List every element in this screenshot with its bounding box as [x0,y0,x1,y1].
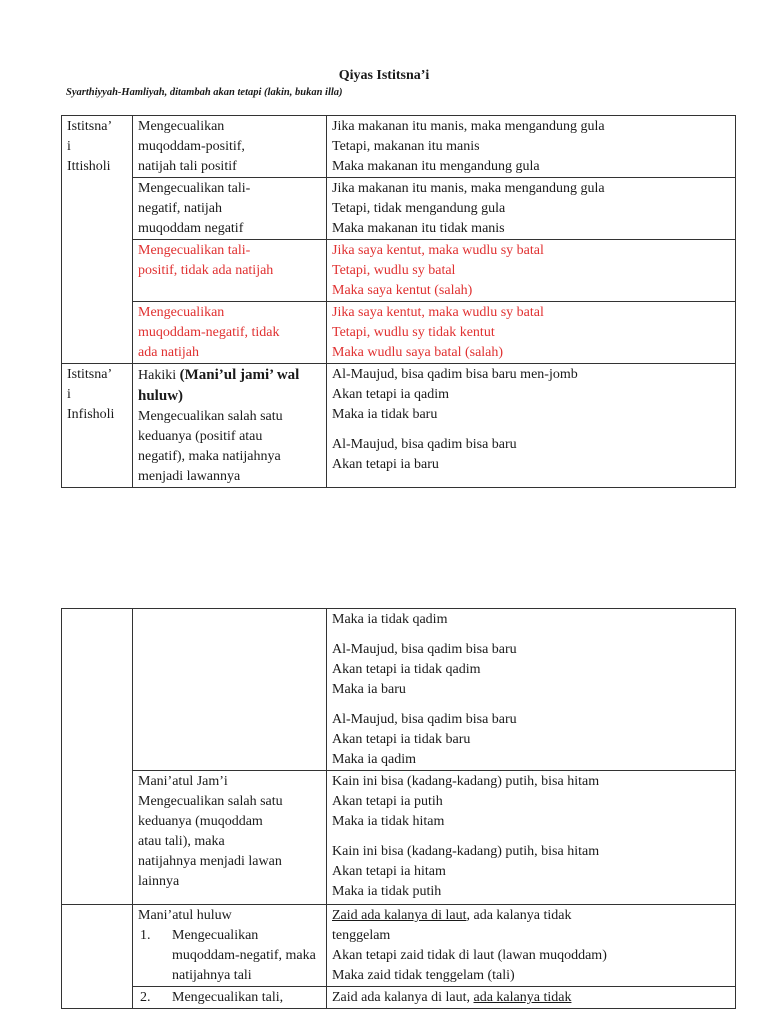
cell-line: Maka zaid tidak tenggelam (tali) [332,968,515,983]
desc-cell [133,302,327,364]
cell-line: Istitsna’ [67,367,113,382]
hakiki-label: Hakiki [138,368,180,383]
table-row [62,771,736,905]
example-cell [327,116,736,178]
table-row [62,987,736,1009]
cell-line: Maka ia tidak hitam [332,814,445,829]
cell-line: negatif), maka natijahnya [138,449,281,464]
cell-line: Maka ia tidak baru [332,407,438,422]
cell-line: keduanya (positif atau [138,429,263,444]
cell-line: Akan tetapi ia baru [332,457,439,472]
cell-line: Maka makanan itu mengandung gula [332,159,540,174]
table-row [62,240,736,302]
cell-line: Mengecualikan tali- [138,243,251,258]
example-cell [327,302,736,364]
cell-line [332,988,731,1008]
cell-line: Al-Maujud, bisa qadim bisa baru [332,642,517,657]
cell-line: Akan tetapi zaid tidak di laut (lawan muqoddam) [332,948,607,963]
cell-line: Akan tetapi ia tidak qadim [332,662,481,677]
example-cell [327,364,736,488]
infisholi-label-cell [62,364,133,488]
cell-line: Mengecualikan [138,119,225,134]
cell-line: Mengecualikan [138,305,225,320]
page-subtitle: Syarthiyyah-Hamliyah, ditambah akan tetapi (lakin, bukan illa) [66,87,343,98]
cell-line: Ittisholi [67,159,111,174]
example-cell [327,609,736,771]
list-item [138,988,322,1008]
desc-cell [133,987,327,1009]
label-cell [62,905,133,1009]
istitsnai-table-2 [61,608,736,1009]
manial-huluw-heading: Mani’atul huluw [138,908,232,923]
table-row [62,364,736,488]
list-text: Mengecualikan tali, [172,990,284,1005]
cell-line: Maka ia qadim [332,752,416,767]
cell-line: Infisholi [67,407,115,422]
text-span: , ada kalanya tidak [466,908,572,923]
underlined-text: ada kalanya tidak [473,990,572,1005]
cell-line: keduanya (muqoddam [138,814,263,829]
cell-line: Akan tetapi ia hitam [332,864,446,879]
page-title: Qiyas Istitsna’i [338,68,430,83]
list-number: 1. [140,928,151,943]
table-row [62,178,736,240]
cell-line: Maka ia tidak qadim [332,612,448,627]
table-row [62,905,736,987]
table-row [62,116,736,178]
text-span: Zaid ada kalanya di laut, [332,990,474,1005]
table-row [62,609,736,771]
cell-line: Akan tetapi ia tidak baru [332,732,471,747]
cell-line: Istitsna’ [67,119,113,134]
cell-line: ada natijah [138,345,200,360]
desc-cell [133,609,327,771]
cell-line: Mengecualikan tali- [138,181,251,196]
cell-line: Akan tetapi ia qadim [332,387,450,402]
cell-line: Kain ini bisa (kadang-kadang) putih, bisa hitam [332,844,600,859]
cell-line: Maka makanan itu tidak manis [332,221,505,236]
cell-line: muqoddam-negatif, tidak [138,325,280,340]
cell-line: Maka saya kentut (salah) [332,283,473,298]
hakiki-heading [138,365,322,407]
cell-line: natijah tali positif [138,159,237,174]
example-cell [327,905,736,987]
cell-line: Akan tetapi ia putih [332,794,443,809]
istitsnai-table-1 [61,115,736,488]
cell-line: i [67,139,71,154]
list-item [138,926,322,986]
cell-line: Jika saya kentut, maka wudlu sy batal [332,305,544,320]
ittisholi-label-cell [62,116,133,364]
list-number: 2. [140,990,151,1005]
cell-line: muqoddam negatif [138,221,244,236]
cell-line: Tetapi, makanan itu manis [332,139,480,154]
cell-line: Al-Maujud, bisa qadim bisa baru [332,437,517,452]
cell-line: Maka ia baru [332,682,406,697]
desc-cell [133,364,327,488]
hakiki-bold-label: (Mani’ul jami’ wal huluw) [138,367,300,404]
cell-line: menjadi lawannya [138,469,241,484]
cell-line: Kain ini bisa (kadang-kadang) putih, bisa hitam [332,774,600,789]
cell-line: Tetapi, wudlu sy batal [332,263,456,278]
cell-line: i [67,387,71,402]
table-row [62,302,736,364]
example-cell [327,240,736,302]
cell-line: Maka wudlu saya batal (salah) [332,345,504,360]
label-cell [62,609,133,905]
cell-line: Mani’atul Jam’i [138,774,228,789]
desc-cell [133,116,327,178]
cell-line [332,906,731,926]
underlined-text: Zaid ada kalanya di laut [332,908,467,923]
cell-line: Mengecualikan salah satu [138,409,283,424]
cell-line: Jika makanan itu manis, maka mengandung gula [332,181,605,196]
example-cell [327,178,736,240]
cell-line: muqoddam-positif, [138,139,245,154]
desc-cell [133,240,327,302]
example-cell [327,987,736,1009]
cell-line: Tetapi, tidak mengandung gula [332,201,506,216]
list-text: Mengecualikan muqoddam-negatif, maka natijahnya tali [172,928,316,983]
cell-line: Maka ia tidak putih [332,884,442,899]
example-cell [327,771,736,905]
cell-line: positif, tidak ada natijah [138,263,274,278]
desc-cell [133,178,327,240]
cell-line: Mengecualikan salah satu [138,794,283,809]
cell-line: Tetapi, wudlu sy tidak kentut [332,325,495,340]
cell-line: tenggelam [332,928,391,943]
desc-cell [133,771,327,905]
cell-line: Al-Maujud, bisa qadim bisa baru [332,712,517,727]
cell-line: lainnya [138,874,180,889]
cell-line: Jika saya kentut, maka wudlu sy batal [332,243,544,258]
cell-line: Al-Maujud, bisa qadim bisa baru men-jomb [332,367,578,382]
cell-line: atau tali), maka [138,834,225,849]
desc-cell [133,905,327,987]
cell-line: Jika makanan itu manis, maka mengandung gula [332,119,605,134]
cell-line: negatif, natijah [138,201,222,216]
cell-line: natijahnya menjadi lawan [138,854,282,869]
